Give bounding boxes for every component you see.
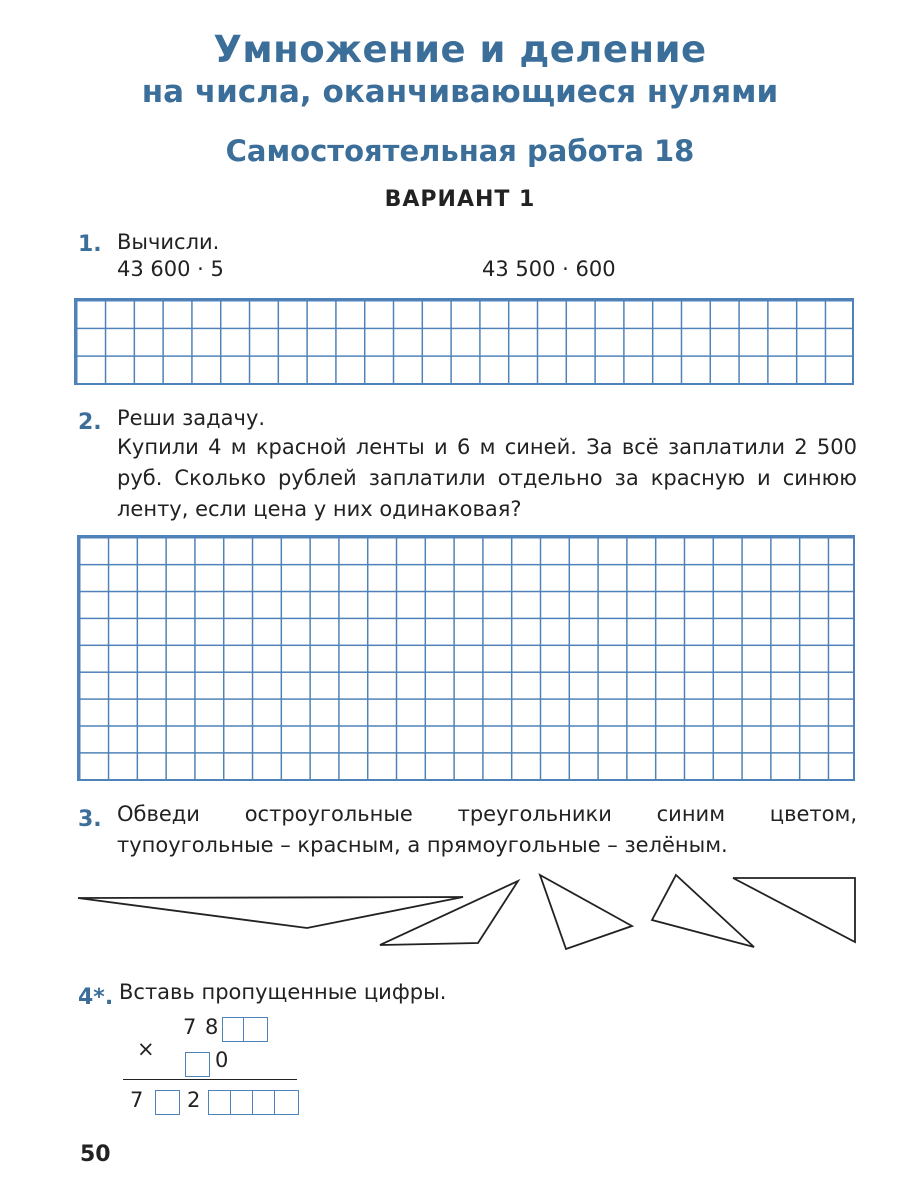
result-line <box>123 1079 297 1080</box>
task3-instruction: Обведи остроугольные треугольники синим цветом, тупоугольные – красным, а прямоугольные – зелёным. <box>117 802 857 857</box>
digit: 0 <box>215 1048 229 1072</box>
missing-digit-box[interactable] <box>243 1017 268 1042</box>
task4-number: 4*. <box>78 985 114 1010</box>
task1-number: 1. <box>78 232 102 257</box>
task3-number: 3. <box>78 807 102 832</box>
variant-label: ВАРИАНТ 1 <box>384 187 536 212</box>
digit: 2 <box>187 1088 201 1112</box>
triangle-obtuse-2[interactable] <box>380 881 518 945</box>
triangle-right[interactable] <box>733 878 855 942</box>
task1-expression-1: 43 600 · 5 <box>117 257 224 281</box>
task2-problem-text: Купили 4 м красной ленты и 6 м синей. За всё заплатили 2 500 руб. Сколько рублей заплатили отдельно за красную и синюю ленту, если цена у них одинаковая? <box>117 435 857 521</box>
missing-digit-box[interactable] <box>274 1090 299 1115</box>
triangles-figure <box>0 860 900 960</box>
task2-number: 2. <box>78 410 102 435</box>
page-number: 50 <box>80 1142 111 1167</box>
digit: 7 <box>130 1088 144 1112</box>
task1-expression-2: 43 500 · 600 <box>482 257 616 281</box>
multiplication-sign: × <box>137 1037 155 1061</box>
triangle-acute-2[interactable] <box>652 875 754 947</box>
triangle-acute-1[interactable] <box>540 875 632 949</box>
task2-prompt: Реши задачу. <box>117 406 266 430</box>
missing-digit-box[interactable] <box>155 1090 180 1115</box>
task1-answer-grid[interactable] <box>74 298 854 385</box>
page-title-line2: на числа, оканчивающиеся нулями <box>141 74 779 110</box>
digit: 8 <box>205 1015 219 1039</box>
page-title: Умножение и деление <box>213 28 707 71</box>
task2-answer-grid[interactable] <box>77 535 855 781</box>
task1-prompt: Вычисли. <box>117 230 220 254</box>
task4-prompt: Вставь пропущенные цифры. <box>119 980 447 1004</box>
missing-digit-box[interactable] <box>185 1052 210 1077</box>
worksheet-subtitle: Самостоятельная работа 18 <box>225 134 695 168</box>
digit: 7 <box>183 1015 197 1039</box>
triangle-obtuse-1[interactable] <box>78 897 463 928</box>
